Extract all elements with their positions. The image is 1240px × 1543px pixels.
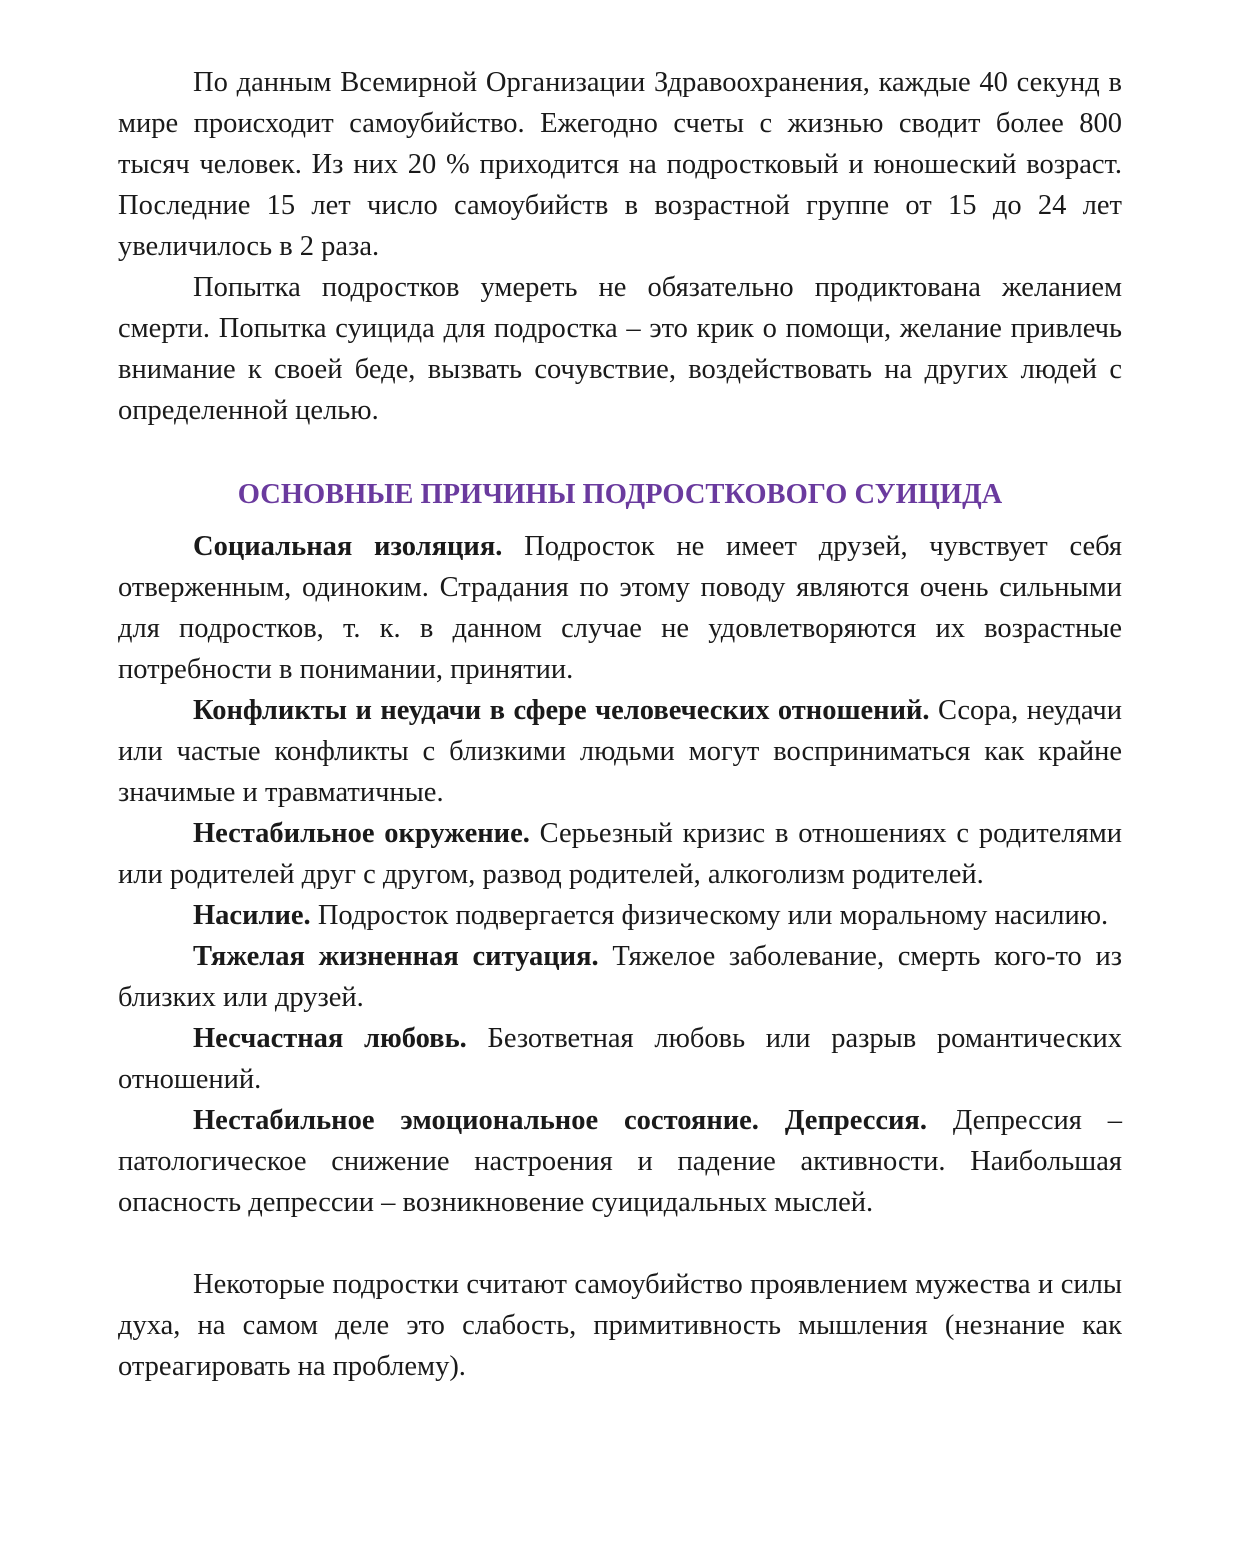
cause-title: Социальная изоляция.: [193, 531, 503, 562]
cause-text: Подросток не имеет друзей, чувствует себя отверженным, одиноким. Страдания по этому поводу являются очень сильными для подростков, т. к. в данном случае не удовлетворяются их возрастные потребности в понимании, принятии.: [118, 531, 1122, 685]
spacer: [118, 1223, 1122, 1264]
cause-title: Нестабильное эмоциональное состояние. Депрессия.: [193, 1105, 927, 1136]
cause-paragraph: [118, 1018, 1122, 1100]
cause-title: Тяжелая жизненная ситуация.: [193, 941, 599, 972]
cause-text: Серьезный кризис в отношениях с родителями или родителей друг с другом, развод родителей, алкоголизм родителей.: [118, 818, 1122, 890]
cause-paragraph: [118, 1100, 1122, 1223]
cause-title: Конфликты и неудачи в сфере человеческих отношений.: [193, 695, 930, 726]
cause-text: Подросток подвергается физическому или моральному насилию.: [310, 900, 1109, 931]
cause-title: Насилие.: [193, 900, 311, 931]
document-page: [118, 62, 1122, 1387]
cause-paragraph: [118, 813, 1122, 895]
cause-paragraph: [118, 936, 1122, 1018]
intro-paragraph-statistics: По данным Всемирной Организации Здравоохранения, каждые 40 секунд в мире происходит самоубийство. Ежегодно счеты с жизнью сводит более 800 тысяч человек. Из них 20 % приходится на подростковый и юношеский возраст. Последние 15 лет число самоубийств в возрастной группе от 15 до 24 лет увеличилось в 2 раза.: [118, 67, 1122, 262]
cause-text: Депрессия – патологическое снижение настроения и падение активности. Наибольшая опасность депрессии – возникновение суицидальных мыслей.: [118, 1105, 1123, 1218]
cause-text: Безответная любовь или разрыв романтических отношений.: [118, 1023, 1122, 1095]
cause-title: Несчастная любовь.: [193, 1023, 467, 1054]
intro-paragraph-cry-for-help: Попытка подростков умереть не обязательно продиктована желанием смерти. Попытка суицида для подростка – это крик о помощи, желание привлечь внимание к своей беде, вызвать сочувствие, воздействовать на других людей с определенной целью.: [118, 272, 1122, 426]
spacer: [118, 431, 1122, 474]
section-heading: ОСНОВНЫЕ ПРИЧИНЫ ПОДРОСТКОВОГО СУИЦИДА: [237, 479, 1003, 510]
cause-paragraph: [118, 526, 1122, 690]
closing-paragraph: Некоторые подростки считают самоубийство проявлением мужества и силы духа, на самом деле это слабость, примитивность мышления (незнание как отреагировать на проблему).: [118, 1269, 1122, 1382]
cause-paragraph: [118, 895, 1122, 936]
cause-text: Тяжелое заболевание, смерть кого-то из близких или друзей.: [118, 941, 1123, 1013]
cause-title: Нестабильное окружение.: [193, 818, 530, 849]
cause-paragraph: [118, 690, 1122, 813]
cause-text: Ссора, неудачи или частые конфликты с близкими людьми могут восприниматься как крайне значимые и травматичные.: [118, 695, 1122, 808]
